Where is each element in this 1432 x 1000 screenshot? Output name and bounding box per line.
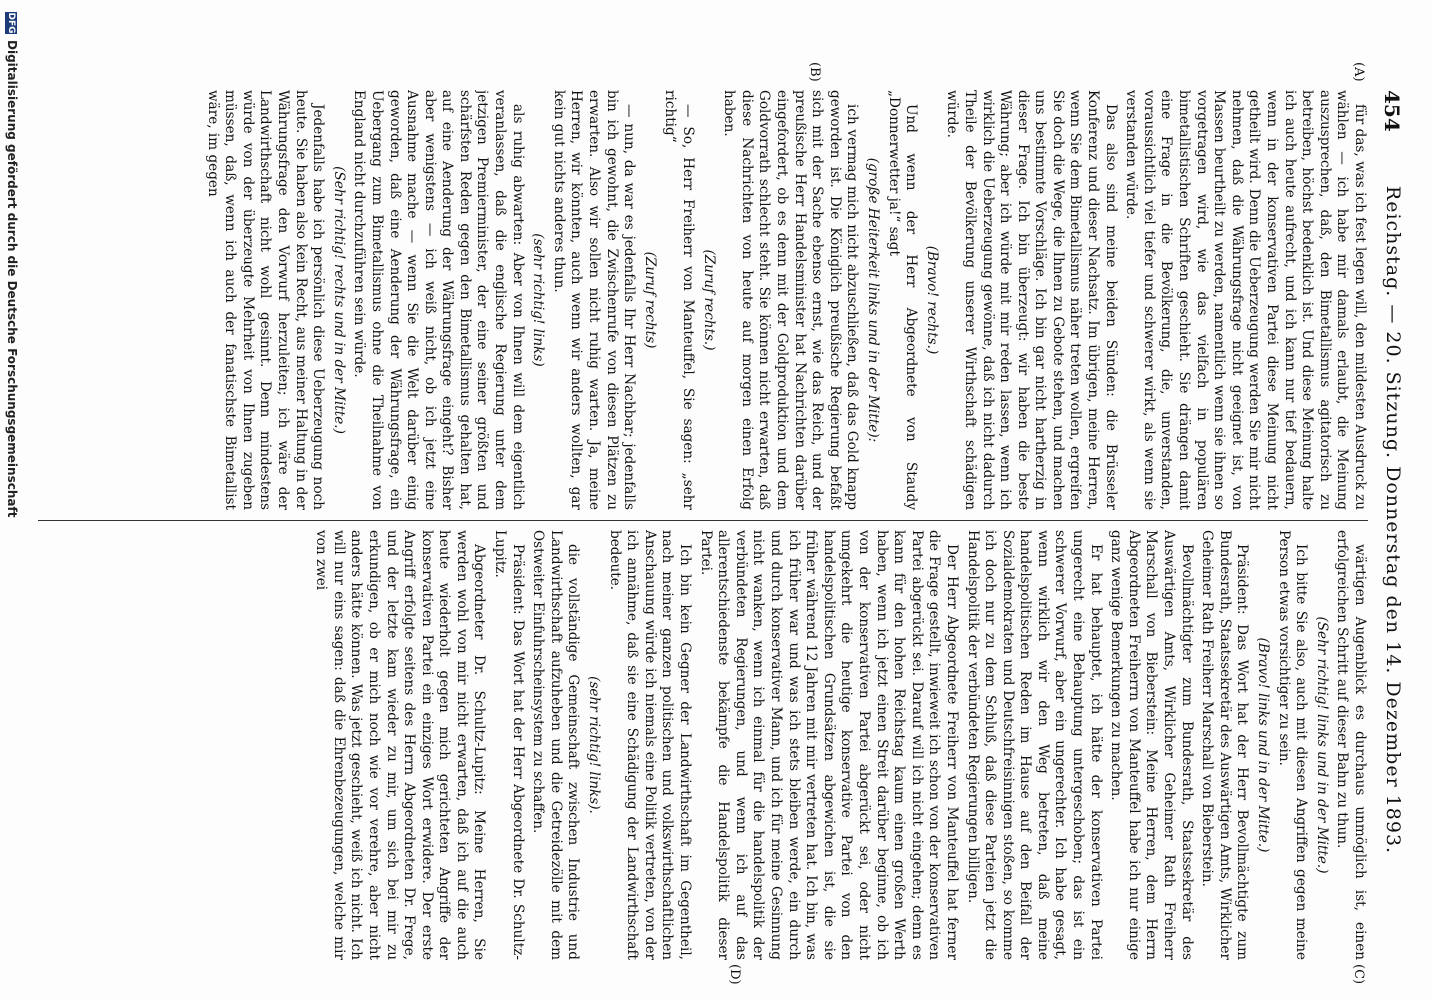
paragraph: Ich bin kein Gegner der Landwirthschaft im Gegentheil, nach meiner ganzen politischen und volkswirthschaftlichen Anschauung würde ich niemals eine Politik vertreten, von der ich annähme, daß sie eine Schädigung der Landwirthschaft bedeute. [606,530,694,960]
paragraph: Präsident: Das Wort hat der Herr Bevollmächtigte zum Bundesrath, Staatssekretär des Auswärtigen Amts, Wirklicher Geheimer Rath Freiherr Marschall von Bieberstein. [1199,530,1251,960]
stage-direction: (Sehr richtig! rechts und in der Mitte.) [330,166,347,434]
margin-marker: (D) [727,964,742,985]
paragraph: für das, was ich fest legen will, den mildesten Ausdruck zu wählen — ich habe mir damals erlaubt, die Meinung auszusprechen, daß, den Bimetallismus agitatorisch zu betreiben, höchst bedenklich ist. Und diese Meinung halte ich auch heute aufrecht, und ich kann nur tief bedauern, wenn in der konservativen Partei diese Meinung nicht getheilt wird. Denn die Ueberzeugung werden Sie mir nicht nehmen, daß die Währungsfrage nicht geeignet ist, von Massen beurtheilt zu werden, namentlich wenn sie ihnen so vorgetragen wird, wie das vielfach in populären bimetallistischen Schriften geschieht. Sie drängen damit eine Frage in die Bevölkerung, die, unverstanden, voraussichtlich viel tiefer und schwerer wirkt, als wenn sie verstanden würde. [1123,90,1368,510]
stage-direction: (sehr richtig! links). [586,676,603,814]
paragraph: — nun, da war es jedenfalls Ihr Herr Nachbar; jedenfalls bin ich gewohnt, die Zwischenrufe von diesen Plätzen zu erwarten. Also wir sollen nicht ruhig warten. Ja, meine Herren, wir könnten, auch wenn wir anders wollten, gar kein gut nichts anderes thun. [550,90,638,510]
paragraph: die vollständige Gemeinschaft zwischen Industrie und Landwirthschaft aufzuheben und die Getreidezölle mit dem Ostweiter Einfuhrscheinsystem zu schaffen. [530,530,582,960]
margin-marker: (B) [807,62,822,82]
running-title: Reichstag. — 20. Sitzung. Donnerstag den 14. Dezember 1893. [1382,185,1404,855]
column-divider [38,520,1368,521]
paragraph: ich vermag mich nicht abzuschließen, daß das Gold knapp geworden ist. Die Königlich preußische Regierung befaßt sich mit der Sache ebenso ernst, wie das Reich, und der preußische Herr Handelsminister hat Nachrichten darüber eingefordert, ob es denn mit der Goldproduktion und dem Goldvorrath schlecht steht. Sie können nicht erwarten, daß diese Nachrichten von heute auf morgen einen Erfolg haben. [721,90,861,510]
stage-direction: (Zuruf rechts.) [700,249,717,351]
stage-direction: (sehr richtig! links) [530,233,547,367]
credit-text: Digitalisierung gefördert durch die Deutsche Forschungsgemeinschaft [5,40,19,518]
stage-direction: (Sehr richtig! links und in der Mitte.) [1313,616,1330,874]
paragraph: — So, Herr Freiherr von Manteuffel, Sie sagen: „sehr richtig“ [662,90,697,510]
page-header [1374,90,1404,950]
paragraph: Bevollmächtigter zum Bundesrath, Staatssekretär des Auswärtigen Amts, Wirklicher Geheimer Rath Freiherr Marschall von Bieberstein: Meine Herren, dem Herrn Abgeordneten Freiherrn von Manteuffel habe ich nur einige ganz wenige Bemerkungen zu machen. [1108,530,1195,960]
paragraph: Und wenn der Herr Abgeordnete von Staudy „Donnerwetter ja!“ sagt [885,90,920,510]
stage-direction: (Bravo! rechts.) [923,245,940,355]
paragraph: Präsident: Das Wort hat der Herr Abgeordnete Dr. Schultz-Lupitz. [492,530,526,960]
page-number: 454 [1380,90,1404,132]
digitization-credit [0,0,24,1000]
paragraph: wärtigen Augenblick es durchaus unmöglich ist, einen erfolgreichen Schritt auf dieser Bahn zu thun. [1334,530,1368,960]
margin-marker: (A) [1351,62,1366,82]
stage-direction: (große Heiterkeit links und in der Mitte): [864,157,881,443]
text-column-right [38,530,1368,960]
paragraph: Abgeordneter Dr. Schultz-Lupitz: Meine Herren, Sie werden wohl von mir nicht erwarten, daß ich auf die auch heute wiederholt gegen mich gerichteten Angriffe der konservativen Partei ein einziges Wort erwidere. Der erste Angriff erfolgte seitens des Herrn Abgeordneten Dr. Frege, und der letzte kam wieder zu mir, um sich bei mir zu erkundigen, ob er mich noch wie vor verehre, aber nicht anders hätte können. Was jetzt geschieht, weiß ich nicht. Ich will nur eins sagen: daß die Ehrenbezeugungen, welche mir von zwei [313,530,488,960]
paragraph: als ruhig abwarten: Aber von Ihnen will dem eigentlich veranlassen, daß die englische Regierung unter dem jetzigen Premierminister, der eine seiner größten und schärfsten Reden gegen den Bimetallismus gehalten hat, auf eine Aenderung der Währungsfrage eingeht? Bisher aber wenigstens — ich weiß nicht, ob ich jetzt eine Ausnahme mache — wenn Sie die Welt darüber einig geworden, daß eine Aenderung der Währungsfrage, ein Uebergang zum Bimetallismus ohne die Theilnahme von England nicht durchzuführen sein würde. [351,90,526,510]
paragraph: Der Herr Abgeordnete Freiherr von Manteuffel hat ferner die Frage gestellt, inwieweit ich schon von der konservativen Partei abgerückt sei. Darauf will ich nicht eingehen; denn es kann für den hohen Reichstag kaum einen großen Werth haben, wenn ich jetzt einen Streit darüber beginne, ob ich von der konservativen Partei abgerückt sei, oder nicht umgekehrt die heutige konservative Partei von den handelspolitischen Grundsätzen abgewichen ist, die sie früher während 12 Jahren mit mir vertreten hat. Ich bin, was ich früher war und was ich stets bleiben werde, ein durch und durch konservativer Mann, und ich für meine Gesinnung nicht wanken, wenn ich einmal für die handelspolitik der verbündeten Regierungen, und wenn ich auf das allerentschiedenste bekämpfe die Handelspolitik dieser Partei. [697,530,960,960]
stage-direction: (Bravo! links und in der Mitte.) [1255,637,1272,853]
paragraph: Jedenfalls habe ich persönlich diese Ueberzeugung noch heute. Sie haben also kein Recht, aus meiner Haltung in der Währungsfrage den Vorwurf herzuleiten; ich wäre der Landwirthschaft nicht wohl gesinnt. Denn mindestens würde von der überzeugte Mehrheit von Ihnen zugeben müssen, daß, wenn ich auch der fanatischste Bimetallist wäre, im gegen [204,90,327,510]
paragraph: Ich bitte Sie also, auch mit diesen Angriffen gegen meine Person etwas vorsichtiger zu sein. [1275,530,1310,960]
paragraph: Er hat behauptet, ich hätte der konservativen Partei ungerecht eine Behauptung untergeschoben; das ist ein schwerer Vorwurf, aber ein ungerechter. Ich habe gesagt, wenn wirklich wir den Weg betreten, daß meine handelspolitischen Reden im Hause auf den Beifall der Sozialdemokraten und Deutschfreisinnigen stoßen, so komme ich doch nur zu dem Schluß, daß diese Parteien jetzt die Handelspolitik der verbündeten Regierungen billigen. [964,530,1104,960]
stage-direction: (Zuruf rechts) [641,251,658,349]
margin-marker: (C) [1351,964,1366,985]
paragraph: Das also sind meine beiden Sünden: die Brüsseler Konferenz und dieser Nachsatz. Im übrigen, meine Herren, wenn Sie dem Bimetallismus näher treten wollen, ergreifen Sie doch die Wege, die Ihnen zu Gebote stehen, und machen uns bestimmte Vorschläge. Ich bin gar nicht hartherzig in dieser Frage. Ich bin überzeugt: wir haben die beste Währung; aber ich würde mit mir reden lassen, wenn ich wirklich die Ueberzeugung gewönne, daß ich nicht dadurch Theile der Bevölkerung unserer Wirthschaft schädigen würde. [944,90,1119,510]
dfg-logo: DFG [6,12,17,34]
text-column-left [38,90,1368,510]
